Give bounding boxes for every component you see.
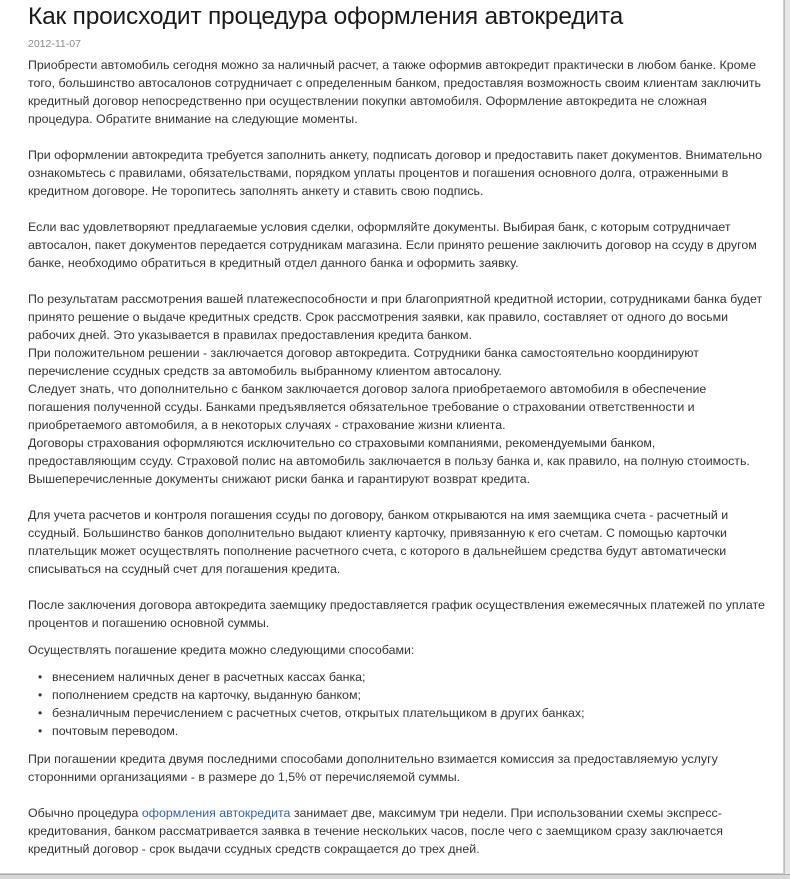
paragraph-duration xyxy=(28,804,766,858)
list-item xyxy=(38,668,766,686)
bullet-icon: • xyxy=(38,724,43,738)
list-item-text: внесением наличных денег в расчетных кассах банка; xyxy=(52,670,366,684)
list-item xyxy=(38,722,766,740)
duration-text-after: занимает две, максимум три недели. При использовании схемы экспресс-кредитования, банком рассматривается заявка в течение нескольких часов, после чего с заемщиком сразу заключается кредитный договор - срок выдачи ссудных средств сокращается до трех дней. xyxy=(28,806,723,856)
paragraph-intro: Приобрести автомобиль сегодня можно за наличный расчет, а также оформив автокредит практически в любом банке. Кроме того, большинство автосалонов сотрудничает с определенным банком, предоставляя возможность своим клиентам заключить кредитный договор непосредственно при осуществлении покупки автомобиля. Оформление автокредита не сложная процедура. Обратите внимание на следующие моменты. xyxy=(28,58,761,126)
window-right-edge xyxy=(784,0,790,879)
paragraph-accounts: Для учета расчетов и контроля погашения ссуды по договору, банком открываются на имя заемщика счета - расчетный и ссудный. Большинство банков дополнительно выдают клиенту карточку, привязанную к его счетам. С помощью карточки плательщик может осуществлять пополнение расчетного счета, с которого в дальнейшем средства будут автоматически списываться на ссудный счет для погашения кредита. xyxy=(28,508,729,576)
article-body xyxy=(28,56,766,858)
list-item-text: почтовым переводом. xyxy=(52,724,179,738)
list-item xyxy=(38,704,766,722)
page-title: Как происходит процедура оформления автокредита xyxy=(28,3,623,30)
bullet-icon: • xyxy=(38,706,43,720)
paragraph-contract: При положительном решении - заключается договор автокредита. Сотрудники банка самостоятельно координируют перечисление ссудных средств за автомобиль выбранному клиентом автосалону. xyxy=(28,346,699,378)
list-item-text: пополнением средств на карточку, выданную банком; xyxy=(52,688,361,702)
bullet-icon: • xyxy=(38,670,43,684)
bullet-icon: • xyxy=(38,688,43,702)
paragraph-decision: По результатам рассмотрения вашей платежеспособности и при благоприятной кредитной истории, сотрудниками банка будет принято решение о выдаче кредитных средств. Срок рассмотрения заявки, как правило, составляет от одного до восьми рабочих дней. Это указывается в правилах предоставления кредита банком. xyxy=(28,292,763,342)
duration-text-before: Обычно процедура xyxy=(28,806,142,820)
list-item xyxy=(38,686,766,704)
autocredit-link[interactable]: оформления автокредита xyxy=(141,806,291,820)
paragraph-application: При оформлении автокредита требуется заполнить анкету, подписать договор и предоставить пакет документов. Внимательно ознакомьтесь с правилами, обязательствами, порядком уплаты процентов и погашения основного долга, отраженными в кредитном договоре. Не торопитесь заполнять анкету и ставить свою подпись. xyxy=(28,148,762,198)
paragraph-methods-intro: Осуществлять погашение кредита можно следующими способами: xyxy=(28,643,415,657)
paragraph-collateral: Следует знать, что дополнительно с банком заключается договор залога приобретаемого автомобиля в обеспечение погашения полученной ссуды. Банками предъявляется обязательное требование о страховании ответственности и приобретаемого автомобиля, а в некоторых случаях - страхование жизни клиента. xyxy=(28,382,707,432)
paragraph-schedule: После заключения договора автокредита заемщику предоставляется график осуществления ежемесячных платежей по уплате процентов и погашению основной суммы. xyxy=(28,598,765,630)
paragraph-insurance: Договоры страхования оформляются исключительно со страховыми компаниями, рекомендуемыми банком, предоставляющим ссуду. Страховой полис на автомобиль заключается в пользу банка и, как правило, на полную стоимость. Вышеперечисленные документы снижают риски банка и гарантируют возврат кредита. xyxy=(28,436,750,486)
article-container xyxy=(28,0,766,876)
publish-date: 2012-11-07 xyxy=(28,38,81,50)
list-item-text: безналичным перечислением с расчетных счетов, открытых плательщиком в других банках; xyxy=(52,706,585,720)
payment-methods-list xyxy=(28,668,766,740)
paragraph-commission: При погашении кредита двумя последними способами дополнительно взимается комиссия за предоставляемую услугу сторонними организациями - в размере до 1,5% от перечисляемой суммы. xyxy=(28,752,718,784)
paragraph-documents: Если вас удовлетворяют предлагаемые условия сделки, оформляйте документы. Выбирая банк, с которым сотрудничает автосалон, пакет документов передается сотрудникам магазина. Если принято решение заключить договор на ссуду в другом банке, необходимо обратиться в кредитный отдел данного банка и оформить заявку. xyxy=(28,220,757,270)
